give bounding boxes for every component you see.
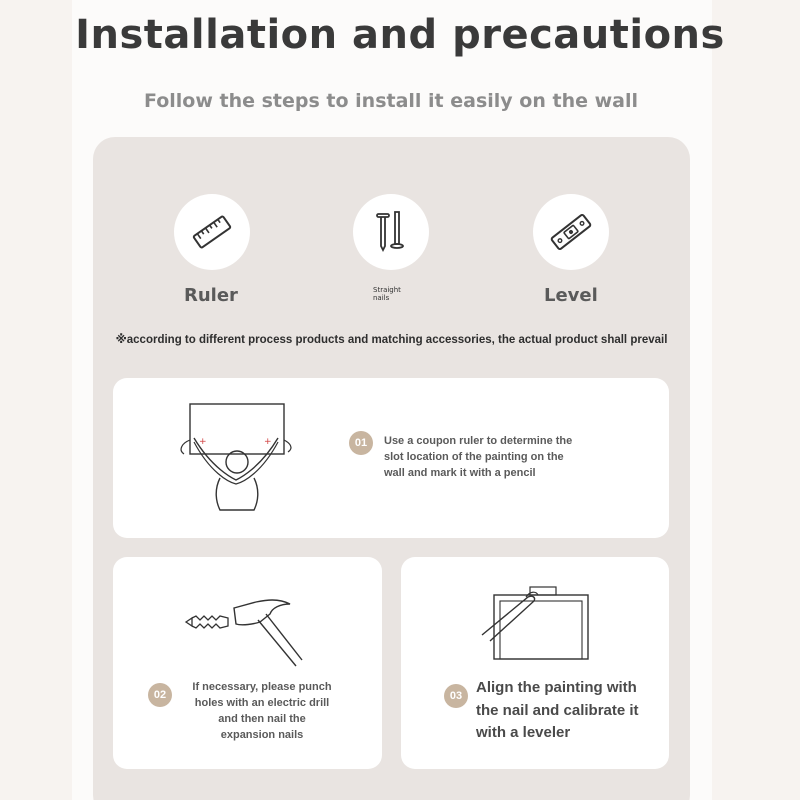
step-3-line-3: with a leveler [476,724,571,741]
nails-icon [369,208,413,256]
tool-label-level: Level [544,285,598,306]
step-3-line-1: Align the painting with [476,679,637,696]
tool-nails [353,194,429,270]
tool-level [533,194,609,270]
level-frame-illustration [480,585,592,665]
step-text-1 [384,434,572,482]
svg-text:+: + [264,437,272,447]
tool-label-ruler: Ruler [184,285,238,306]
level-icon [547,208,595,256]
step-2-line-3: and then nail the [218,712,306,725]
painting-hanging-illustration [172,398,298,516]
level-icon-circle [533,194,609,270]
step-1-line-2: slot location of the painting on the [384,450,564,463]
step-1-line-1: Use a coupon ruler to determine the [384,435,573,447]
tool-label-nails-line2: nails [373,294,390,303]
svg-text:+: + [199,437,207,447]
tool-label-nails [373,286,401,303]
step-2-line-1: If necessary, please punch [192,681,332,693]
disclaimer-note: ※according to different process products and matching accessories, the actual product shall prevail [115,334,668,346]
step-2-line-4: expansion nails [220,728,304,741]
step-text-2 [177,680,347,744]
ruler-icon [190,210,234,254]
tool-label-nails-line1: Straight [373,286,401,294]
step-number-1: 01 [349,431,373,455]
hammer-nail-illustration [182,594,308,670]
step-2-line-2: holes with an electric drill [194,696,330,709]
step-3-line-2: the nail and calibrate it [476,701,639,719]
step-number-2: 02 [148,683,172,707]
step-1-line-3: wall and mark it with a pencil [384,466,536,479]
step-number-3: 03 [444,684,468,708]
tool-ruler [174,194,250,270]
ruler-icon-circle [174,194,250,270]
page-subtitle: Follow the steps to install it easily on the wall [143,90,639,112]
step-text-3 [476,677,639,745]
nails-icon-circle [353,194,429,270]
page-title: Installation and precautions [75,12,725,58]
